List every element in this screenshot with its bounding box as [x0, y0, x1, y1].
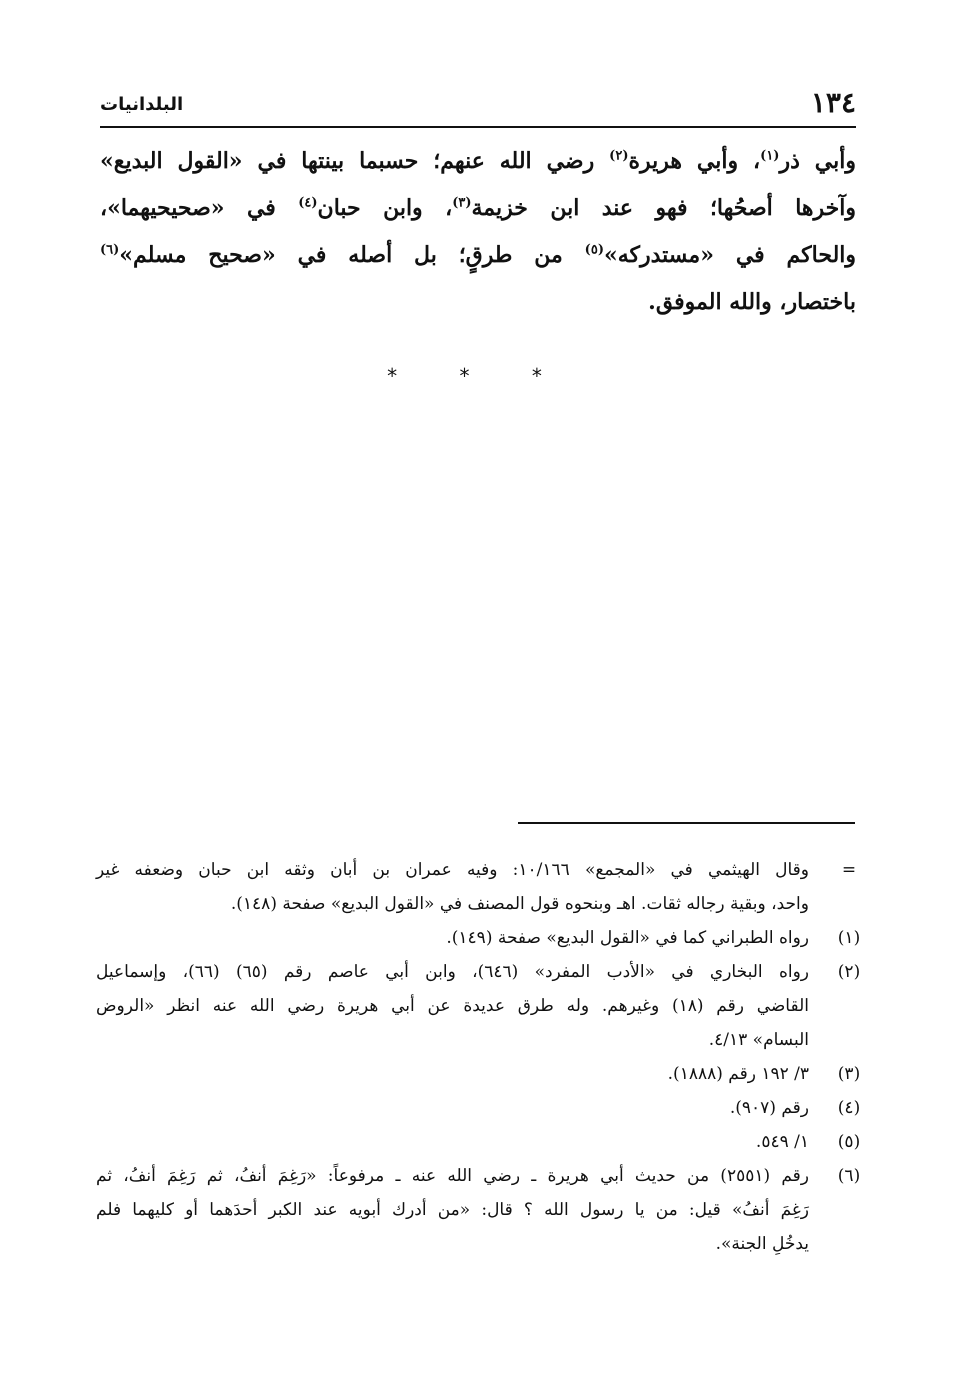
footnote-divider — [518, 822, 855, 824]
footnote-line: رقم (٩٠٧). — [729, 1098, 809, 1118]
page-number: ١٣٤ — [810, 86, 856, 119]
footnote-2 — [96, 955, 869, 1057]
footnotes — [96, 853, 869, 1261]
footnote-ref-3[interactable]: (٣) — [452, 195, 472, 211]
footnote-continuation — [96, 853, 869, 921]
footnote-ref-5[interactable]: (٥) — [584, 242, 604, 258]
footnote-line: رَغِمَ أنفُ» قيل: من يا رسول الله ؟ قال: «من أدرك أبويه عند الكبر أحدَهما أو كليهما فلم — [96, 1200, 809, 1220]
footnote-line: واحد، وبقية رجاله ثقات. اهـ وبنحوه قول المصنف في «القول البديع» صفحة (١٤٨). — [230, 894, 809, 914]
footnote-marker: = — [841, 860, 857, 880]
footnote-marker: (١) — [837, 928, 861, 948]
footnote-line: ١/ ٥٤٩. — [755, 1132, 809, 1152]
footnote-4 — [96, 1091, 869, 1125]
footnote-line: البسام» ٤/١٣. — [708, 1030, 809, 1050]
footnote-line: يدخُلِ الجنة». — [715, 1234, 809, 1254]
footnote-marker: (٤) — [837, 1098, 861, 1118]
footnote-line: رقم (٢٥٥١) من حديث أبي هريرة ـ رضي الله عنه ـ مرفوعاً: «رَغِمَ أنفُ، ثم رَغِمَ أنفُ، ثم — [96, 1166, 810, 1186]
footnote-line: رواه البخاري في «الأدب المفرد» (٦٤٦)، وابن أبي عاصم رقم (٦٥) (٦٦)، وإسماعيل — [96, 962, 809, 982]
footnote-line: القاضي رقم (١٨) وغيرهم. وله طرق عديدة عن أبي هريرة رضي الله عنه انظر «الروض — [96, 996, 809, 1016]
section-ornament: * * * — [387, 364, 570, 388]
header-divider — [100, 126, 856, 128]
footnote-line: ٣/ ١٩٢ رقم (١٨٨٨). — [667, 1064, 809, 1084]
footnote-ref-6[interactable]: (٦) — [100, 242, 120, 258]
footnote-ref-2[interactable]: (٢) — [609, 148, 629, 164]
footnote-line: وقال الهيثمي في «المجمع» ١٠/١٦٦: وفيه عمران بن أبان وثقه ابن حبان وضعفه غير — [96, 860, 809, 880]
main-text — [100, 138, 856, 326]
body-line-4: باختصار، والله الموفق. — [648, 289, 856, 315]
body-line-2: وآخرها أصحُها؛ فهو عند ابن خزيمة$^{(٣)}$، وابن حبان$^{(٤)}$ في «صحيحيهما»، — [100, 195, 856, 221]
footnote-marker: (٥) — [837, 1132, 861, 1152]
running-title: البلدانيات — [100, 94, 184, 115]
footnote-line: رواه الطبراني كما في «القول البديع» صفحة (١٤٩). — [446, 928, 809, 948]
footnote-3 — [96, 1057, 869, 1091]
footnote-ref-4[interactable]: (٤) — [298, 195, 318, 211]
body-line-1: وأبي ذر$^{(١)}$، وأبي هريرة$^{(٢)}$ رضي الله عنهم؛ حسبما بينتها في «القول البديع» — [100, 148, 856, 174]
footnote-marker: (٢) — [837, 962, 861, 982]
footnote-ref-1[interactable]: (١) — [760, 148, 780, 164]
footnote-marker: (٦) — [837, 1166, 861, 1186]
footnote-5 — [96, 1125, 869, 1159]
footnote-1 — [96, 921, 869, 955]
footnote-6 — [96, 1159, 869, 1261]
page-header — [100, 86, 856, 126]
footnote-marker: (٣) — [837, 1064, 861, 1084]
body-line-3: والحاكم في «مستدركه»$^{(٥)}$ من طرقٍ؛ بل أصله في «صحيح مسلم»$^{(٦)}$ — [100, 242, 857, 268]
